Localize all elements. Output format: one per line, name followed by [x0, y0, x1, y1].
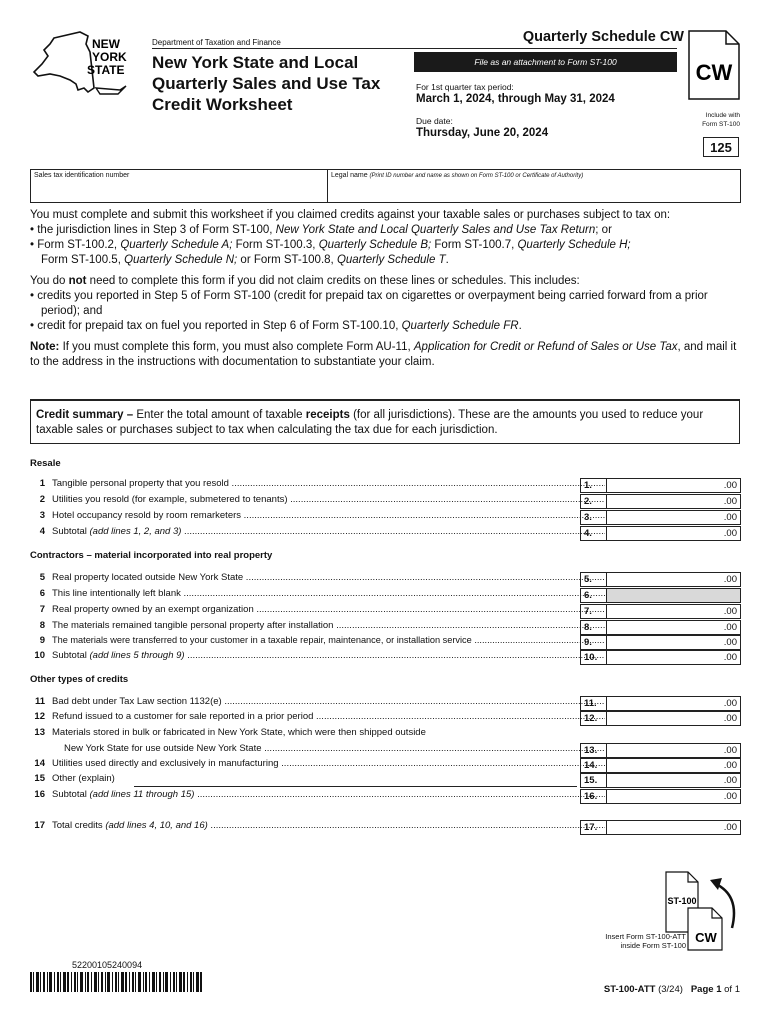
- logo-word-3: STATE: [87, 63, 125, 77]
- line-5: 5 Real property located outside New York State ..... 5. .00: [30, 572, 741, 587]
- barcode: [30, 972, 202, 992]
- sales-tax-id-input[interactable]: [31, 170, 326, 202]
- due-value: Thursday, June 20, 2024: [416, 127, 549, 139]
- section-other-credits: Other types of credits: [30, 674, 129, 685]
- section-contractors: Contractors – material incorporated into real property: [30, 550, 273, 561]
- line-4: 4 Subtotal (add lines 1, 2, and 3) ..... 4. .00: [30, 526, 741, 541]
- line-14-input[interactable]: .00: [607, 758, 741, 773]
- insert-icon-label: ST-100: [667, 896, 697, 906]
- line-15: 15 Other (explain) 15. .00: [30, 773, 741, 788]
- line-15-explain-input[interactable]: [134, 786, 577, 787]
- line-1-input[interactable]: .00: [607, 478, 741, 493]
- line-7: 7 Real property owned by an exempt organization ..... 7. .00: [30, 604, 741, 619]
- line-17-input[interactable]: .00: [607, 820, 741, 835]
- line-9-input[interactable]: .00: [607, 635, 741, 650]
- sales-tax-id-label: Sales tax identification number: [34, 172, 130, 179]
- line-13-input[interactable]: .00: [607, 743, 741, 758]
- line-7-input[interactable]: .00: [607, 604, 741, 619]
- intro-text: You must complete and submit this worksheet if you claimed credits against your taxable sales or purchases subject to tax on: • the jurisdiction lines in Step 3 of Form ST-100, New York State and Local Quarterly Sales and Use Tax Return; or • Form ST-100.2, Quarterly Schedule A; Form ST-100.3, Quarterly Schedule B; Form ST-100.7, Quarterly Schedule H; Form ST-100.5, Quarterly Schedule N; or Form ST-100.8, Quarterly Schedule T. You do not need to complete this form if you did not claim credits on these lines or schedules. This includes: • credits you reported in Step 5 of Form ST-100 (credit for prepaid tax on cigarettes or overpayment being carried forward from a prior period); and • credit for prepaid tax on fuel you reported in Step 6 of Form ST-100.10, Quarterly Schedule FR. Note: If you must complete this form, you must also complete Form AU-11, Application for Credit or Refund of Sales or Use Tax, and mail it to the address in the instructions with documentation to substantiate your claim.: [30, 209, 737, 368]
- insert-instruction: Insert Form ST-100-ATT inside Form ST-100: [605, 932, 686, 950]
- line-11-input[interactable]: .00: [607, 696, 741, 711]
- line-12: 12 Refund issued to a customer for sale reported in a prior period ..... 12. .00: [30, 711, 741, 726]
- credit-summary-box: Credit summary – Enter the total amount of taxable receipts (for all jurisdictions). These are the amounts you used to reduce your taxable sales or purchases subject to tax when calculating the tax due for each jurisdiction.: [30, 399, 740, 444]
- line-4-input[interactable]: .00: [607, 526, 741, 541]
- logo-word-1: NEW: [92, 37, 120, 51]
- cw-document-icon: [688, 30, 740, 100]
- due-label: Due date:: [416, 116, 453, 126]
- line-17: 17 Total credits (add lines 4, 10, and 16) ..... 17. .00: [30, 820, 741, 835]
- schedule-title: Quarterly Schedule CW: [522, 29, 684, 45]
- line-13a: 13 Materials stored in bulk or fabricated in New York State, which were then shipped outside: [34, 727, 426, 738]
- line-10: 10 Subtotal (add lines 5 through 9) ..... 10. .00: [30, 650, 741, 665]
- line-3-input[interactable]: .00: [607, 510, 741, 525]
- line-8-input[interactable]: .00: [607, 620, 741, 635]
- insert-badge: CW: [695, 930, 717, 945]
- line-1: 1 Tangible personal property that you resold ..... 1. .00: [30, 478, 741, 493]
- section-resale: Resale: [30, 458, 61, 469]
- legal-name-input[interactable]: [328, 170, 740, 202]
- line-2: 2 Utilities you resold (for example, submetered to tenants) ..... 2. .00: [30, 494, 741, 509]
- legal-name-label: Legal name (Print ID number and name as shown on Form ST-100 or Certificate of Authority): [331, 172, 584, 179]
- id-fields: [30, 169, 741, 203]
- form-title: New York State and Local Quarterly Sales and Use Tax Credit Worksheet: [152, 53, 381, 114]
- line-12-input[interactable]: .00: [607, 711, 741, 726]
- line-6-blank: [607, 588, 741, 603]
- line-11: 11 Bad debt under Tax Law section 1132(e) ..... 11. .00: [30, 696, 741, 711]
- line-10-input[interactable]: .00: [607, 650, 741, 665]
- attachment-note: File as an attachment to Form ST-100: [414, 52, 677, 72]
- line-16-input[interactable]: .00: [607, 789, 741, 804]
- line-6: 6 This line intentionally left blank ..... 6.: [30, 588, 741, 603]
- include-with-note: Include with Form ST-100: [702, 112, 740, 128]
- barcode-number: 52200105240094: [72, 960, 143, 970]
- line-16: 16 Subtotal (add lines 11 through 15) ..... 16. .00: [30, 789, 741, 804]
- line-14: 14 Utilities used directly and exclusively in manufacturing ..... 14. .00: [30, 758, 741, 773]
- line-3: 3 Hotel occupancy resold by room remarketers ..... 3. .00: [30, 510, 741, 525]
- line-13: New York State for use outside New York State ..... 13. .00: [30, 743, 741, 758]
- logo-word-2: YORK: [92, 50, 127, 64]
- line-9: 9 The materials were transferred to your customer in a taxable repair, maintenance, or installation service ..... 9. .00: [30, 635, 741, 650]
- department-name: Department of Taxation and Finance: [152, 38, 281, 47]
- period-label: For 1st quarter tax period:: [416, 82, 514, 92]
- line-2-input[interactable]: .00: [607, 494, 741, 509]
- ny-state-logo: [30, 30, 135, 100]
- line-15-input[interactable]: .00: [607, 773, 741, 788]
- cw-badge: CW: [695, 60, 733, 85]
- line-5-input[interactable]: .00: [607, 572, 741, 587]
- line-8: 8 The materials remained tangible personal property after installation ..... 8. .00: [30, 620, 741, 635]
- form-code: 125: [703, 137, 739, 157]
- form-footer-id: ST-100-ATT (3/24) Page 1 of 1: [603, 984, 740, 995]
- period-value: March 1, 2024, through May 31, 2024: [416, 93, 615, 105]
